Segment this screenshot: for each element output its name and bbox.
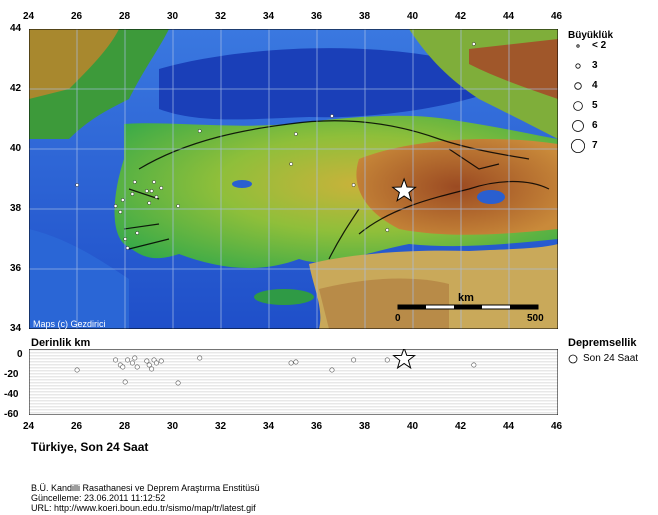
depth-x-tick: 28 — [119, 421, 131, 432]
legend-magnitude-label: 7 — [592, 140, 598, 151]
legend-magnitude-icon — [569, 117, 587, 135]
map-y-tick: 40 — [10, 143, 22, 154]
earthquake-marker[interactable] — [119, 210, 122, 213]
depth-event-marker[interactable] — [351, 358, 355, 362]
legend-magnitude-label: 3 — [592, 60, 598, 71]
legend-magnitude-circle — [571, 139, 584, 152]
map-y-tick: 44 — [10, 23, 22, 34]
map-y-tick: 34 — [10, 323, 22, 334]
earthquake-marker[interactable] — [152, 180, 155, 183]
scalebar-unit: km — [458, 292, 474, 304]
depth-x-tick: 36 — [311, 421, 323, 432]
legend-magnitude-label: < 2 — [592, 40, 607, 51]
depth-event-marker[interactable] — [125, 358, 129, 362]
depth-x-tick: 46 — [551, 421, 563, 432]
depth-event-marker[interactable] — [149, 367, 153, 371]
earthquake-marker[interactable] — [198, 129, 201, 132]
map-x-tick: 32 — [215, 11, 227, 22]
legend-magnitude-circle — [575, 83, 582, 90]
depth-x-tick: 40 — [407, 421, 419, 432]
depth-event-marker[interactable] — [130, 361, 134, 365]
map-y-tick: 42 — [10, 83, 22, 94]
depth-event-marker[interactable] — [330, 368, 334, 372]
legend-magnitude-circle — [577, 45, 579, 47]
legend-magnitude-icon — [569, 77, 587, 95]
map-x-tick: 46 — [551, 11, 563, 22]
depth-event-marker[interactable] — [113, 358, 117, 362]
seismicity-title: Depremsellik — [568, 337, 637, 349]
legend-magnitude-circle — [573, 121, 584, 132]
depth-event-marker[interactable] — [176, 381, 180, 385]
earthquake-marker[interactable] — [114, 204, 117, 207]
depth-x-tick: 32 — [215, 421, 227, 432]
map-x-tick: 40 — [407, 11, 419, 22]
legend-title: Büyüklük — [568, 30, 614, 41]
depth-x-tick: 38 — [359, 421, 371, 432]
earthquake-marker[interactable] — [294, 132, 297, 135]
depth-event-marker[interactable] — [472, 363, 476, 367]
earthquake-marker[interactable] — [472, 42, 475, 45]
legend-magnitude-circle — [576, 64, 580, 68]
depth-y-tick: -60 — [4, 409, 19, 420]
map-y-tick: 38 — [10, 203, 22, 214]
earthquake-marker[interactable] — [131, 192, 134, 195]
earthquake-marker[interactable] — [289, 162, 292, 165]
legend-magnitude-icon — [569, 97, 587, 115]
depth-event-marker[interactable] — [121, 365, 125, 369]
earthquake-marker[interactable] — [75, 183, 78, 186]
depth-event-marker[interactable] — [123, 380, 127, 384]
legend-magnitude-label: 5 — [592, 100, 598, 111]
earthquake-marker[interactable] — [330, 114, 333, 117]
legend-magnitude-circle — [574, 102, 583, 111]
map-x-tick: 42 — [455, 11, 467, 22]
depth-event-marker[interactable] — [154, 361, 158, 365]
earthquake-marker[interactable] — [126, 246, 129, 249]
depth-x-tick: 26 — [71, 421, 83, 432]
earthquake-marker[interactable] — [155, 195, 158, 198]
earthquake-marker[interactable] — [133, 180, 136, 183]
seismicity-circle-icon — [567, 353, 579, 365]
depth-x-tick: 24 — [23, 421, 35, 432]
earthquake-marker[interactable] — [136, 231, 139, 234]
map-x-tick: 34 — [263, 11, 275, 22]
legend-magnitude-icon — [569, 37, 587, 55]
earthquake-marker[interactable] — [386, 228, 389, 231]
scalebar-end: 500 — [527, 313, 544, 324]
depth-y-tick: -20 — [4, 369, 19, 380]
map-y-tick: 36 — [10, 263, 22, 274]
terrain-map[interactable] — [29, 29, 558, 329]
map-x-tick: 38 — [359, 11, 371, 22]
footer-institute: B.Ü. Kandilli Rasathanesi ve Deprem Araştırma Enstitüsü — [31, 483, 260, 493]
page-title: Türkiye, Son 24 Saat — [31, 440, 149, 454]
earthquake-marker[interactable] — [160, 186, 163, 189]
lake-van — [477, 190, 505, 204]
depth-x-tick: 42 — [455, 421, 467, 432]
footer-url[interactable]: URL: http://www.koeri.boun.edu.tr/sismo/map/tr/latest.gif — [31, 503, 256, 513]
map-x-tick: 36 — [311, 11, 323, 22]
depth-x-tick: 30 — [167, 421, 179, 432]
depth-event-marker[interactable] — [133, 356, 137, 360]
map-x-tick: 24 — [23, 11, 35, 22]
depth-panel-title: Derinlik km — [31, 337, 91, 349]
earthquake-marker[interactable] — [145, 189, 148, 192]
earthquake-marker[interactable] — [121, 198, 124, 201]
cyprus — [254, 289, 314, 305]
map-credit: Maps (c) Gezdirici — [33, 319, 106, 329]
depth-event-marker[interactable] — [159, 359, 163, 363]
depth-event-marker[interactable] — [145, 359, 149, 363]
depth-y-tick: 0 — [17, 349, 23, 360]
earthquake-marker[interactable] — [148, 201, 151, 204]
earthquake-marker[interactable] — [352, 183, 355, 186]
legend-magnitude-label: 6 — [592, 120, 598, 131]
map-x-tick: 26 — [71, 11, 83, 22]
footer-updated: Güncelleme: 23.06.2011 11:12:52 — [31, 493, 166, 503]
depth-event-marker[interactable] — [75, 368, 79, 372]
map-x-tick: 30 — [167, 11, 179, 22]
seismicity-item-label: Son 24 Saat — [583, 353, 639, 364]
depth-event-marker[interactable] — [294, 360, 298, 364]
depth-event-marker[interactable] — [147, 363, 151, 367]
scale-bar — [398, 305, 538, 309]
depth-event-marker[interactable] — [198, 356, 202, 360]
legend-magnitude-icon — [569, 137, 587, 155]
depth-event-marker[interactable] — [289, 361, 293, 365]
depth-event-marker[interactable] — [385, 358, 389, 362]
depth-event-marker[interactable] — [135, 365, 139, 369]
earthquake-marker[interactable] — [150, 189, 153, 192]
earthquake-marker[interactable] — [124, 237, 127, 240]
scalebar-start: 0 — [395, 313, 401, 324]
legend-magnitude-icon — [569, 57, 587, 75]
depth-x-tick: 44 — [503, 421, 515, 432]
map-x-tick: 44 — [503, 11, 515, 22]
map-x-tick: 28 — [119, 11, 131, 22]
depth-y-tick: -40 — [4, 389, 19, 400]
depth-panel[interactable] — [29, 349, 558, 415]
legend-magnitude-label: 4 — [592, 80, 598, 91]
depth-x-tick: 34 — [263, 421, 275, 432]
earthquake-marker[interactable] — [176, 204, 179, 207]
